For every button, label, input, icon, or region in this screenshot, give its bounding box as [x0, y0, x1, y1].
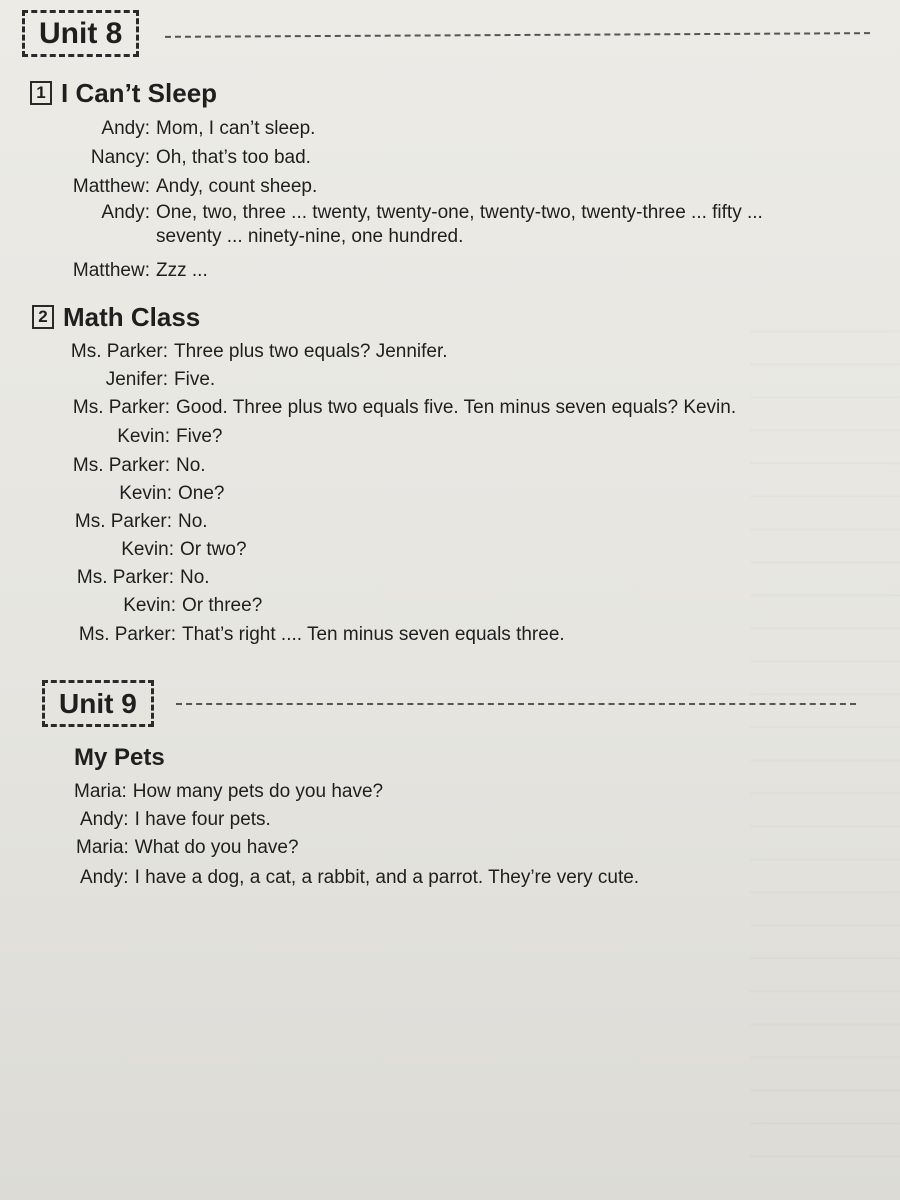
speech-text: How many pets do you have? — [132, 781, 384, 802]
dialogue-line — [40, 259, 208, 283]
speech-text: No. — [180, 567, 210, 588]
unit-8-label: Unit 8 — [22, 10, 139, 57]
speech-text: What do you have? — [134, 837, 299, 858]
dialogue-line — [48, 510, 208, 534]
speaker-label: Andy: — [101, 118, 150, 139]
dialogue-line — [40, 175, 317, 199]
section-1-heading — [30, 78, 217, 108]
speech-text-part-1: One, two, three ... twenty, twenty-one, twenty-two, twenty-three ... fifty ... — [156, 202, 763, 223]
speech-text: No. — [176, 455, 206, 476]
speaker-label: Ms. Parker: — [72, 397, 170, 418]
speech-text: Zzz ... — [156, 260, 208, 281]
dialogue-line — [44, 368, 215, 392]
section-2-number: 2 — [32, 305, 54, 329]
speech-text: I have four pets. — [134, 809, 271, 830]
speech-text: I have a dog, a cat, a rabbit, and a parrot. They’re very cute. — [134, 867, 640, 888]
section-1-title: I Can’t Sleep — [61, 78, 218, 108]
speech-text: Five. — [174, 369, 216, 390]
dialogue-line — [46, 396, 736, 420]
speaker-label: Kevin: — [121, 539, 174, 560]
section-2-title: Math Class — [63, 302, 201, 332]
dialogue-line — [46, 454, 206, 478]
dialogue-line — [50, 566, 210, 590]
speech-text: Mom, I can’t sleep. — [156, 118, 316, 139]
speech-text: Or three? — [182, 595, 263, 616]
speaker-label: Matthew: — [72, 260, 150, 281]
speaker-label: Kevin: — [123, 595, 176, 616]
speech-text: Good. Three plus two equals five. Ten minus seven equals? Kevin. — [176, 397, 737, 418]
speech-text: Five? — [176, 426, 223, 447]
speaker-label: Nancy: — [90, 147, 150, 168]
speech-text: Oh, that’s too bad. — [156, 147, 311, 168]
speech-text: Or two? — [180, 539, 247, 560]
speaker-label: Kevin: — [119, 483, 172, 504]
dialogue-line — [74, 780, 383, 804]
dialogue-line — [80, 866, 639, 890]
dialogue-line — [52, 594, 262, 618]
speaker-label: Andy: — [80, 809, 129, 830]
dialogue-line — [50, 538, 247, 562]
speaker-label: Ms. Parker: — [70, 341, 168, 362]
speaker-label: Ms. Parker: — [78, 624, 176, 645]
speech-text: That’s right .... Ten minus seven equals three. — [182, 624, 565, 645]
speaker-label: Ms. Parker: — [74, 511, 172, 532]
dialogue-line — [52, 623, 565, 647]
speaker-label: Ms. Parker: — [76, 567, 174, 588]
speech-text — [156, 201, 763, 249]
speaker-label: Andy: — [80, 867, 129, 888]
speech-text: No. — [178, 511, 208, 532]
speaker-label: Ms. Parker: — [72, 455, 170, 476]
speech-text: Three plus two equals? Jennifer. — [174, 341, 448, 362]
dialogue-line — [40, 146, 311, 170]
speaker-label: Andy: — [101, 202, 150, 223]
speech-text: Andy, count sheep. — [156, 176, 318, 197]
speaker-label: Jenifer: — [105, 369, 168, 390]
speech-text-part-2: seventy ... ninety-nine, one hundred. — [156, 226, 464, 247]
section-1-number: 1 — [30, 81, 52, 105]
dialogue-line — [76, 836, 299, 860]
unit-9-title: My Pets — [74, 744, 165, 771]
dialogue-line — [40, 201, 763, 249]
speaker-label: Matthew: — [72, 176, 150, 197]
dialogue-line — [40, 117, 315, 141]
dialogue-line — [48, 482, 224, 506]
dialogue-line — [46, 425, 222, 449]
speaker-label: Maria: — [74, 781, 127, 802]
unit-9-divider — [176, 703, 856, 705]
unit-8-divider — [165, 32, 870, 38]
dialogue-line — [44, 340, 448, 364]
bleed-through-decoration — [750, 300, 900, 1180]
speaker-label: Maria: — [76, 837, 129, 858]
section-2-heading — [32, 302, 200, 332]
speaker-label: Kevin: — [117, 426, 170, 447]
speech-text: One? — [178, 483, 225, 504]
dialogue-line — [80, 808, 271, 832]
unit-9-label: Unit 9 — [42, 680, 154, 727]
